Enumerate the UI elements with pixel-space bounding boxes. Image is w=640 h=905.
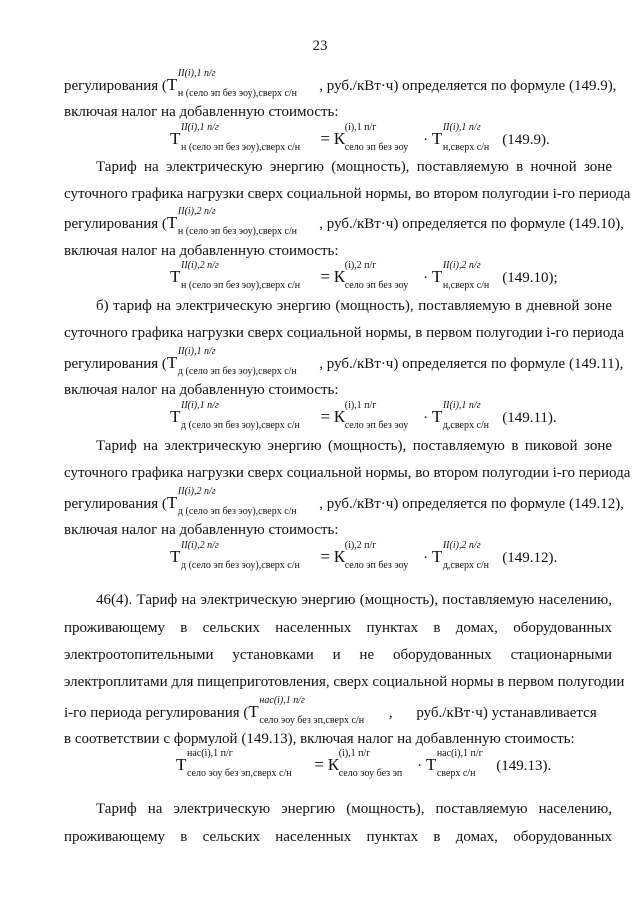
text-line: суточного графика нагрузки сверх социальной нормы, во втором полугодии i-го периода [64,186,631,202]
tariff-symbol: Т нас(i),1 п/г село эоу без эп,сверх с/н [248,695,365,726]
text-line: регулирования (Т II(i),1 п/г н (село эп без эоу),сверх с/н , руб./кВт·ч) определяется по формуле (149.9), [64,68,617,99]
text-line: 46(4). Тариф на электрическую энергию (мощность), поставляемую населению, [96,592,612,608]
text-line: Тариф на электрическую энергию (мощность), поставляемую населению, [96,801,612,817]
text-line: проживающему в сельских населенных пунктах в домах, оборудованных [64,829,612,845]
text-line: включая налог на добавленную стоимость: [64,382,339,398]
tariff-symbol: Т II(i),1 п/г д (село эп без эоу),сверх с/н [166,346,297,377]
text-line: электроплитами для пищеприготовления, сверх социальной нормы в первом полугодии [64,674,625,690]
text-fragment: регулирования ( [64,78,167,94]
text-line: включая налог на добавленную стоимость: [64,104,339,120]
tariff-symbol: Т II(i),1 п/г н (село эп без эоу),сверх с/н [166,68,298,99]
text-fragment: руб./кВт·ч) определяется по формуле (149.9), [326,78,617,94]
text-line: регулирования (Т II(i),1 п/г д (село эп без эоу),сверх с/н , руб./кВт·ч) определяется по формуле (149.11), [64,346,624,377]
text-line: б) тариф на электрическую энергию (мощность), поставляемую в дневной зоне [96,298,612,314]
formula-149-9: Т II(i),1 п/г н (село эп без эоу),сверх с/н = К (i),1 п/г село эп без эоу · Т II(i),1 п/г н,сверх с/н (149.9). [170,122,550,153]
formula-149-10: Т II(i),2 п/г н (село эп без эоу),сверх с/н = К (i),2 п/г село эп без эоу · Т II(i),2 п/г н,сверх с/н (149.10); [170,260,558,291]
tariff-symbol: Т II(i),2 п/г д (село эп без эоу),сверх с/н [166,486,297,517]
text-line: в соответствии с формулой (149.13), включая налог на добавленную стоимость: [64,731,575,747]
text-line: проживающему в сельских населенных пунктах в домах, оборудованных [64,620,612,636]
text-line: электроотопительными установками и не оборудованных стационарными [64,647,612,663]
text-line: i-го периода регулирования (Т нас(i),1 п/г село эоу без эп,сверх с/н , руб./кВт·ч) устанавливается [64,695,597,726]
text-line: суточного графика нагрузки сверх социальной нормы, в первом полугодии i-го периода [64,325,625,341]
formula-149-11: Т II(i),1 п/г д (село эп без эоу),сверх с/н = К (i),1 п/г село эп без эоу · Т II(i),1 п/г д,сверх с/н (149.11). [170,400,557,431]
page-number: 23 [312,38,328,54]
text-line: регулирования (Т II(i),2 п/г н (село эп без эоу),сверх с/н , руб./кВт·ч) определяется по формуле (149.10), [64,206,624,237]
text-line: включая налог на добавленную стоимость: [64,243,339,259]
text-line: включая налог на добавленную стоимость: [64,522,339,538]
text-line: суточного графика нагрузки сверх социальной нормы, во втором полугодии i-го периода [64,465,631,481]
formula-149-13: Т нас(i),1 п/г село эоу без эп,сверх с/н = К (i),1 п/г село эоу без эп · Т нас(i),1 п/г сверх с/н (149.13). [176,748,552,779]
text-line: Тариф на электрическую энергию (мощность), поставляемую в пиковой зоне [96,438,612,454]
text-line: Тариф на электрическую энергию (мощность), поставляемую в ночной зоне [96,159,612,175]
text-line: регулирования (Т II(i),2 п/г д (село эп без эоу),сверх с/н , руб./кВт·ч) определяется по формуле (149.12), [64,486,624,517]
formula-149-12: Т II(i),2 п/г д (село эп без эоу),сверх с/н = К (i),2 п/г село эп без эоу · Т II(i),2 п/г д,сверх с/н (149.12). [170,540,558,571]
tariff-symbol: Т II(i),2 п/г н (село эп без эоу),сверх с/н [166,206,298,237]
